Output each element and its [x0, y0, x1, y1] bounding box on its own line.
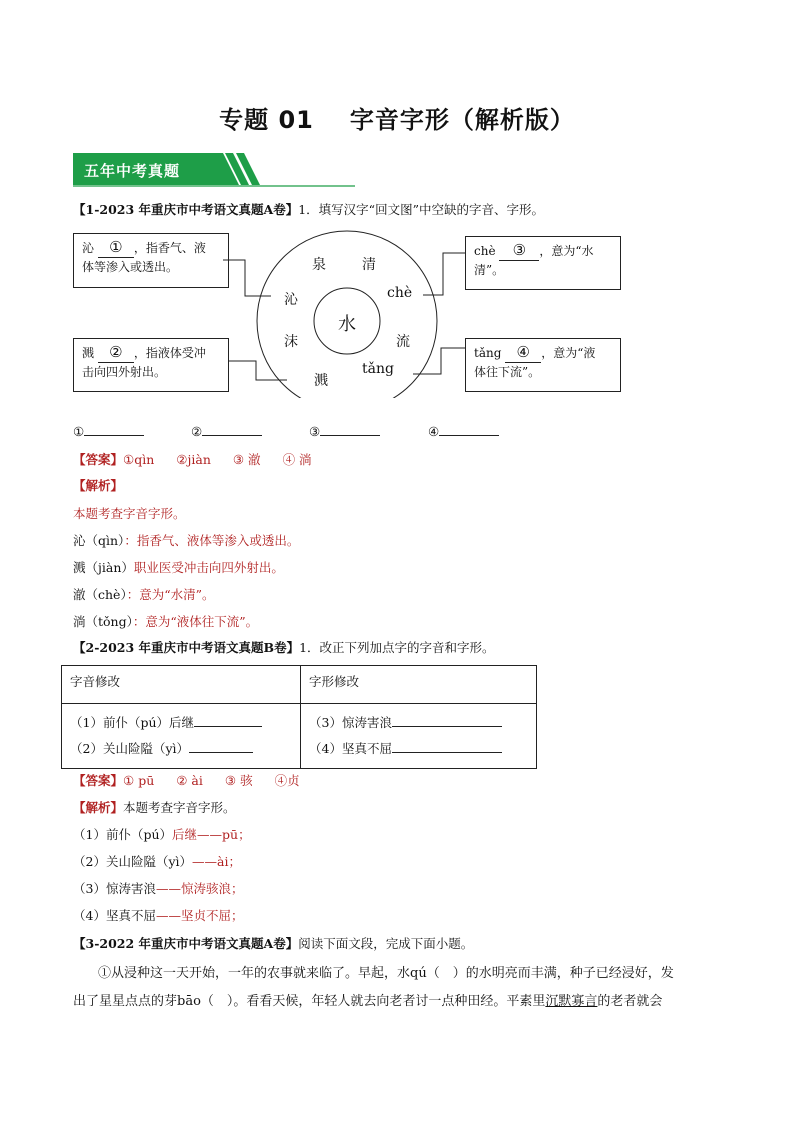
analysis-line: 沁（qìn）：指香气、液体等渗入或透出。 [73, 533, 300, 548]
answer-line-1: 【答案】①qìn ②jiàn ③ 澈 ④ 淌 [73, 452, 312, 467]
circle-char: chè [387, 285, 413, 301]
table-header: 字音修改 [62, 666, 301, 704]
circle-char: tǎng [362, 361, 394, 377]
question-2-header: 【2-2023 年重庆市中考语文真题B卷】1．改正下列加点字的字音和字形。 [73, 640, 495, 655]
clue-box-3: chè ③ ，意为“水 清”。 [465, 236, 621, 290]
page-title: 专题 01 字音字形（解析版） [219, 106, 575, 134]
passage-line-1: ①从浸种这一天开始，一年的农事就来临了。早起，水qú（ ）的水明亮而丰满，种子已经浸好，发 [98, 966, 674, 981]
answer-line-2: 【答案】① pū ② ài ③ 骇 ④贞 [73, 773, 300, 788]
analysis-label-1: 【解析】 [73, 478, 124, 493]
table-cell: （1）前仆（pú）后继 （2）关山险隘（yì） [62, 704, 301, 769]
clue-box-2: 溅 ② ，指液体受冲 击向四外射出。 [73, 338, 229, 392]
table-header: 字形修改 [301, 666, 537, 704]
analysis-line: 溅（jiàn）职业医受冲击向四外射出。 [73, 560, 284, 575]
question-3-header: 【3-2022 年重庆市中考语文真题A卷】阅读下面文段，完成下面小题。 [73, 936, 474, 951]
analysis-line: （1）前仆（pú）后继——pū； [73, 827, 251, 842]
clue-box-1: 沁 ① ，指香气、液 体等渗入或透出。 [73, 233, 229, 288]
circle-char: 流 [396, 334, 410, 350]
passage-line-2: 出了星星点点的芽bāo（ ）。看看天候，年轻人就去向老者讨一点种田经。平素里沉默寡言的老者就会 [73, 994, 663, 1009]
answer-blank-2[interactable]: ② [191, 424, 262, 439]
analysis-line: 澈（chè）：意为“水清”。 [73, 587, 215, 602]
circle-char: 溅 [314, 373, 328, 389]
circle-center-char: 水 [338, 314, 356, 335]
answer-blank-3[interactable]: ③ [309, 424, 380, 439]
circle-char: 沁 [284, 292, 298, 308]
analysis-line: （3）惊涛害浪——惊涛骇浪； [73, 881, 244, 896]
question-1-header: 【1-2023 年重庆市中考语文真题A卷】1．填写汉字“回文图”中空缺的字音、字形。 [73, 202, 544, 217]
analysis-intro-1: 本题考查字音字形。 [73, 506, 186, 521]
clue-box-4: tǎng ④ ，意为“液 体往下流”。 [465, 338, 621, 392]
section-banner-text: 五年中考真题 [84, 162, 181, 180]
correction-table [61, 665, 537, 769]
analysis-line: 淌（tǒng）：意为“液体往下流”。 [73, 614, 259, 629]
answer-blank-4[interactable]: ④ [428, 424, 499, 439]
analysis-line: （2）关山险隘（yì）——ài； [73, 854, 241, 869]
analysis-line: （4）坚真不屈——坚贞不屈； [73, 908, 244, 923]
circle-char: 泉 [312, 257, 326, 273]
analysis-label-2: 【解析】本题考查字音字形。 [73, 800, 236, 815]
circle-char: 清 [362, 257, 376, 273]
circle-char: 沫 [284, 334, 298, 350]
table-cell: （3）惊涛害浪 （4）坚真不屈 [301, 704, 537, 769]
answer-blank-1[interactable]: ① [73, 424, 144, 439]
